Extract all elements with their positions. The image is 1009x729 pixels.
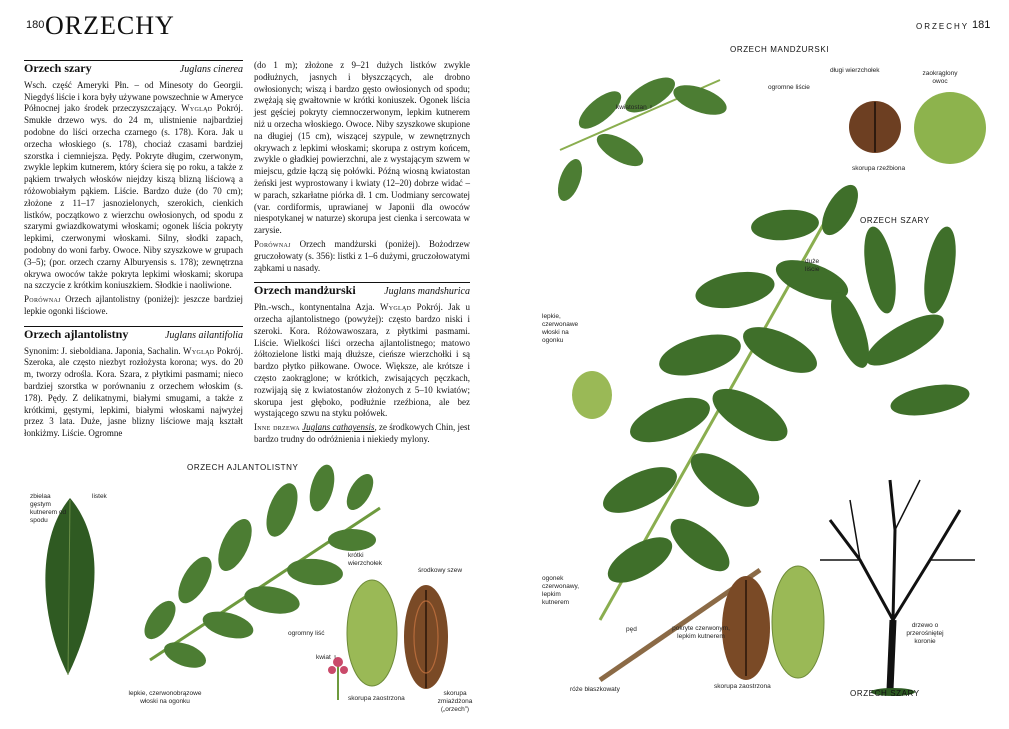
- paragraph-text: Płn.-wsch., kontynentalna Azja.: [254, 302, 375, 313]
- figure-label: ogonek czerwonawy, lepkim kutnerem: [542, 575, 580, 606]
- figure-label: zbielaa gęstym kutnerem od spodu: [30, 493, 67, 524]
- paragraph-text: (do 1 m); złożone z 9–21 dużych listków zwykle podłużnych, jasnych i błyszczących, ale drobno owłosionych; wiszą i bardzo gęsto owłosionych od spodu; zwężają się gwałtownie w krótki koniuszek. Ogonek liścia jest gęściej pokryty ciemnoczerwonym, lepkim kutnerem niż u orzecha włoskiego. Owoce. Niby szyszkowe skupione na długiej (15 cm), wiszącej szypule, w zewnętrznych okrywach z lepkimi włoskami; skorupa z ostrym końcem, zwykle o gładkiej powierzchni, ale z wystającym szwem w miejscu, gdzie łączą się połówki. Późną wiosną kwiatostan żeński jest wyprostowany i kwiaty (12–20) dobrze widać – w parach, szkarłatne piórka dł. 1 cm. Uodmiany sercowatej (var. cordiformis, uprawianej w Japonii dla owoców niespotykanej w naturze) skorupa jest cienka i sercowata w zarysie.: [254, 60, 470, 236]
- figure-label: lepkie, czerwonawe włoski na ogonku: [542, 313, 579, 344]
- green-fruit-illustration: [347, 580, 397, 686]
- tree-silhouette: [820, 480, 975, 690]
- figure-label: długi wierzchołek: [830, 67, 880, 74]
- figure-label: skorupa zaostrzona: [348, 695, 405, 702]
- figure-label: zaokrąglony owoc: [922, 70, 958, 85]
- paragraph-text: Orzech mandżurski (poniżej). Bożodrzew gruczołowaty (s. 356): listki z 1–6 dużymi, gruczołowatymi ząbkami u nasady.: [254, 238, 470, 273]
- species-latin-name: Juglans mandshurica: [384, 286, 470, 298]
- section-label: Wygląd: [183, 345, 215, 356]
- page-number-left: 180: [26, 19, 45, 31]
- figure-label: ogromne liście: [768, 84, 810, 91]
- page-title: ORZECHY: [45, 11, 175, 40]
- species-latin-name: Juglans ailantifolia: [164, 329, 243, 341]
- green-fruit-szary-small: [572, 371, 612, 419]
- leaf-cluster-right: [823, 224, 972, 420]
- figure-title-szary: ORZECH SZARY: [860, 216, 930, 225]
- species-name: Orzech mandżurski: [254, 283, 356, 298]
- figure-label: ogromny liść: [288, 630, 325, 637]
- section-label: Porównaj: [254, 238, 291, 249]
- figure-label: drzewo o przerośniętej koronie: [906, 622, 944, 645]
- figure-label: środkowy szew: [418, 567, 463, 574]
- species-latin-name: Juglans cinerea: [179, 64, 243, 75]
- paragraph-text: Wsch. część Ameryki Płn. – od Minesoty do Georgii. Niegdyś liście i kora były używane powszechnie w Ameryce Północnej jako środek przeczyszczający.: [24, 79, 243, 114]
- species-name: Orzech szary: [24, 61, 92, 75]
- figure-title-mandzurski: ORZECH MANDŻURSKI: [730, 45, 830, 54]
- latin-name-inline: Juglans cathayensis: [302, 422, 375, 433]
- fruit-szary-illustration: [772, 566, 824, 678]
- running-head: ORZECHY: [916, 22, 970, 31]
- compound-leaf-mandzurski: [553, 71, 730, 204]
- section-label: Wygląd: [379, 302, 412, 313]
- species-name: Orzech ajlantolistny: [24, 326, 129, 341]
- figure-label: krótki wierzchołek: [348, 552, 382, 567]
- figure-label: duże liście: [805, 258, 820, 273]
- figure-label: listek: [92, 493, 107, 500]
- figure-label: lepkie, czerwonobrązowe włoski na ogonku: [128, 690, 202, 705]
- paragraph-text: Synonim: J. sieboldiana. Japonia, Sachalin.: [24, 345, 181, 356]
- paragraph-text: Orzech ajlantolistny (poniżej): jeszcze bardziej lepkie ogonki liściowe.: [24, 294, 243, 316]
- section-label: Porównaj: [24, 294, 61, 305]
- figure-label: róże błaszkowaty: [570, 686, 620, 693]
- figure-title-ajlantolistny: ORZECH AJLANTOLISTNY: [187, 463, 299, 472]
- paragraph-text: Pokrój. Smukłe drzewo wys. do 24 m, ulistnienie najbardziej podobne do liści orzecha czarnego (s. 178). Kora. Jak u orzecha włoskiego (s. 178), chociaż czasami bardziej szorstka i ciemniejsza. Pędy. Pokryte długim, czerwonym, zwykle lepkim kutnerem, który ściera się po roku, a także z pąkiem trwałych włosków niejdzy kiszą blizną liściową a różowobiałym pąkiem. Liście. Bardzo duże (do 70 cm); złożone z 11–17 jasnozielonych, szerokich, cienkich listków, początkowo z wierzchu owłosionych, od spodu z szarymi gwiazdkowatymi włoskami; ogonek liścia pokryty lepkimi, czerwonymi włoskami. Silny, słodki zapach, podobny do woni farby. Owoce. Niby szyszkowe w grupach (3–5); (por. orzech czarny Alburyensis s. 178); zewnętrzna okrywa owoców także pokryta lepkimi włoskami; skorupa na szczycie z krótkim koniuszkiem. Słodkie i naoliwione.: [24, 103, 243, 291]
- section-label: Inne drzewa: [254, 422, 300, 433]
- page-number-right: 181: [972, 19, 991, 31]
- section-label: Wygląd: [181, 103, 213, 114]
- paragraph-text: Pokrój. Szeroka, ale często niezbyt rozłożysta korona; wys. do 20 m, tworzy odrośla. Kora. Szara, z płytkimi pasmami; nieco bardziej szorstka w porównaniu z orzechem włoskim (s. 178). Pędy. Z delikatnymi, białymi smugami, a także z krótkimi, gęstymi, lepkimi, białymi włoskami najwyżej przez 3 lata. Duże, jasne blizny liściowe mają kształt łonkiżmy. Liście. Ogromne: [24, 345, 244, 439]
- figure-label: skorupa zaostrzona: [714, 683, 771, 690]
- green-fruit-mandzurski-illustration: [914, 92, 986, 164]
- paragraph-text: , ze środkowych Chin, jest bardzo trudny do odróżnienia i niekiedy mylony.: [254, 422, 471, 444]
- figure-label: skorupa rzeźbiona: [852, 165, 906, 172]
- figure-label: kwiatostan ♀: [616, 104, 654, 111]
- figure-label: kwiat ♀: [316, 654, 338, 661]
- figure-title-szary-tree: ORZECH SZARY: [850, 689, 920, 698]
- figure-label: skorupa zmiażdżona („orzech”): [437, 690, 473, 713]
- female-flower-illustration: [328, 657, 348, 700]
- figure-label: pokryte czerwonym, lepkim kutnerem: [672, 625, 730, 640]
- figure-label: pęd: [626, 626, 637, 633]
- compound-leaf-ajlantolistny: [138, 462, 378, 673]
- paragraph-text: Pokrój. Jak u orzecha ajlantolistnego (powyżej): często bardzo niski i szeroki. Kora. Różowawoszara, z płytkimi pasmami. Liście. Wielkości liści orzecha ajlantolistnego; matowo żółtozielone listki mają dłuższe, cieńsze wierzchołki i są bardzo płytko piłkowane. Owoce. Większe, ale krótsze i często zaokrąglone; w krótkich, zwisających pęczkach, rozwijają się z kwiatostanów złożonych z 5–10 kwiatów; skorupa jest głęboko, podłużnie rzeźbiona, ale bez wystającego szwu na styku połówek.: [254, 302, 470, 419]
